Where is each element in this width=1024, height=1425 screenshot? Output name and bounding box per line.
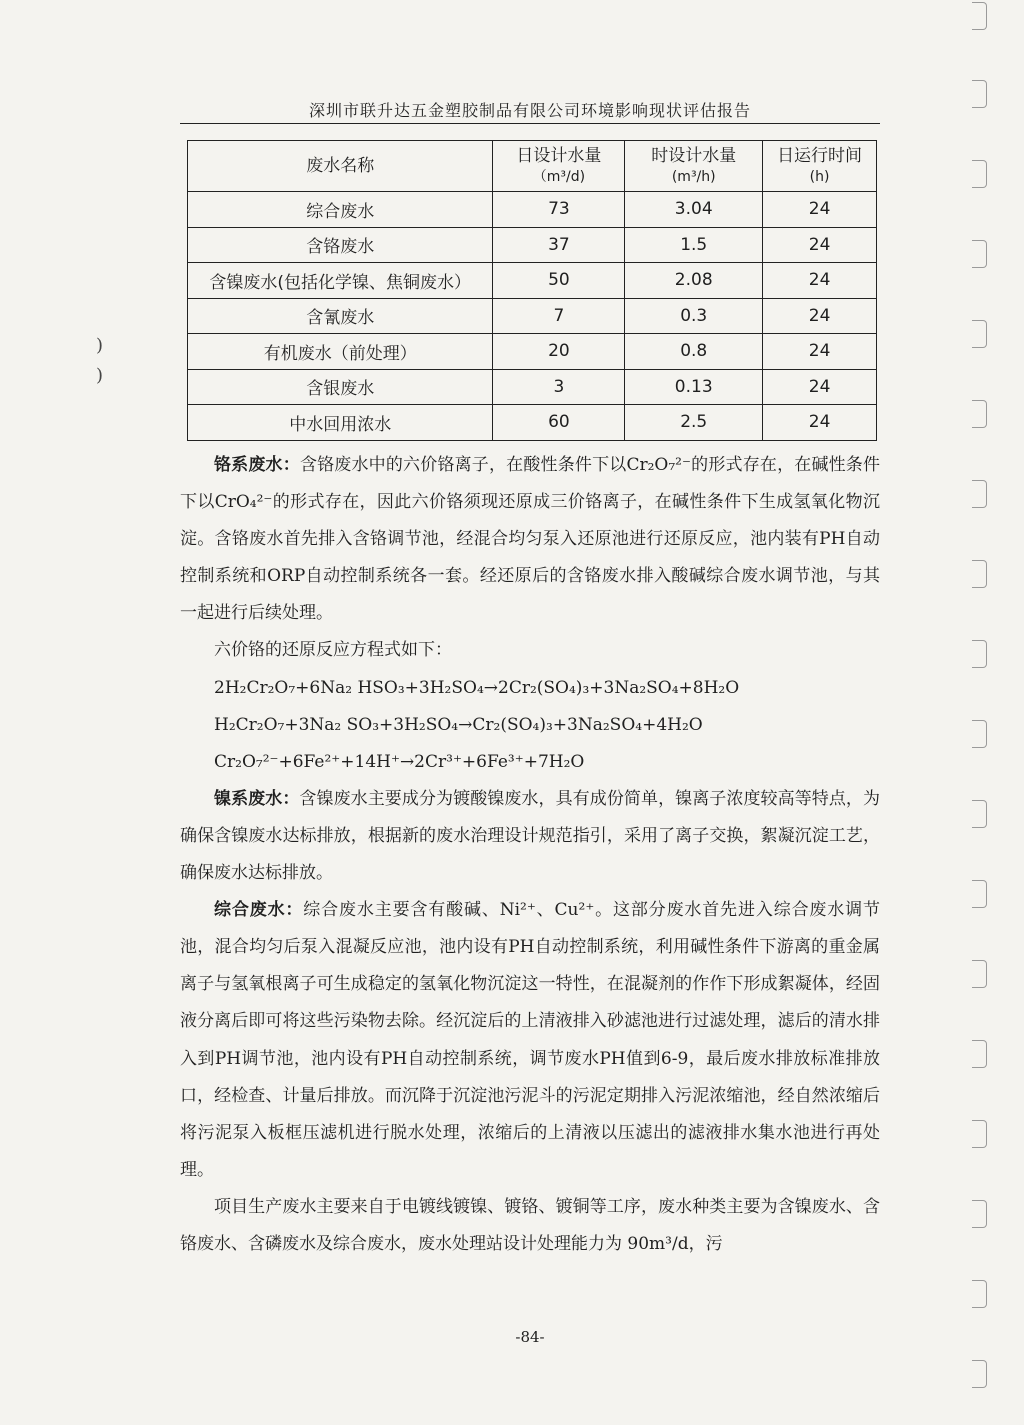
table-row xyxy=(188,263,877,299)
table-cell: 3 xyxy=(493,369,625,405)
binder-ring xyxy=(972,880,987,908)
table-cell: 3.04 xyxy=(625,192,763,228)
table-cell: 2.08 xyxy=(625,263,763,299)
table-cell: 含银废水 xyxy=(188,369,493,405)
report-header: 深圳市联升达五金塑胶制品有限公司环境影响现状评估报告 xyxy=(308,101,751,120)
equation-intro: 六价铬的还原反应方程式如下： xyxy=(214,640,452,661)
table-cell: 24 xyxy=(763,263,877,299)
table-cell: 24 xyxy=(763,192,877,228)
section-heading: 综合废水： xyxy=(214,900,304,921)
equation-line: Cr₂O₇²⁻+6Fe²⁺+14H⁺→2Cr³⁺+6Fe³⁺+7H₂O xyxy=(214,751,585,772)
table-cell: 37 xyxy=(493,227,625,263)
binder-ring xyxy=(972,800,987,828)
binder-ring xyxy=(972,960,987,988)
table-row xyxy=(188,369,877,405)
table-header-row xyxy=(188,141,877,192)
table-cell: 1.5 xyxy=(625,227,763,263)
table-row xyxy=(188,227,877,263)
table-row xyxy=(188,405,877,441)
wastewater-table xyxy=(187,140,877,441)
table-cell: 0.8 xyxy=(625,334,763,370)
table-cell: 含镍废水(包括化学镍、焦铜废水） xyxy=(188,263,493,299)
table-cell: 7 xyxy=(493,298,625,334)
binder-ring xyxy=(972,320,987,348)
binder-ring xyxy=(972,1120,987,1148)
column-header: 日设计水量 （m³/d) xyxy=(493,141,625,192)
binder-ring xyxy=(972,1200,987,1228)
table-cell: 50 xyxy=(493,263,625,299)
section-heading: 镍系废水： xyxy=(214,788,300,809)
binder-ring xyxy=(972,400,987,428)
table-cell: 73 xyxy=(493,192,625,228)
binder-ring xyxy=(972,1360,987,1388)
paragraph-text: 综合废水主要含有酸碱、Ni²⁺、Cu²⁺。这部分废水首先进入综合废水调节池，混合均匀后泵入混凝反应池，池内设有PH自动控制系统，利用碱性条件下游离的重金属离子与氢氧根离子可生成稳定的氢氧化物沉淀这一特性，在混凝剂的作作下形成絮凝体，经固液分离后即可将这些污染物去除。经沉淀后的上清液排入砂滤池进行过滤处理，滤后的清水排入到PH调节池，池内设有PH自动控制系统，调节废水PH值到6-9，最后废水排放标准排放口，经检查、计量后排放。而沉降于沉淀池污泥斗的污泥定期排入污泥浓缩池，经自然浓缩后将污泥泵入板框压滤机进行脱水处理，浓缩后的上清液以压滤出的滤液排水集水池进行再处理。 xyxy=(180,900,881,1180)
table-cell: 24 xyxy=(763,227,877,263)
table-cell: 有机废水（前处理） xyxy=(188,334,493,370)
margin-mark: ) xyxy=(96,335,104,356)
table-cell: 24 xyxy=(763,405,877,441)
binder-ring xyxy=(972,720,987,748)
paragraph-comprehensive xyxy=(180,892,880,1189)
equation-line: 2H₂Cr₂O₇+6Na₂ HSO₃+3H₂SO₄→2Cr₂(SO₄)₃+3Na₂SO₄+8H₂O xyxy=(214,677,740,698)
paragraph-chromium xyxy=(180,447,880,632)
equation-line: H₂Cr₂O₇+3Na₂ SO₃+3H₂SO₄→Cr₂(SO₄)₃+3Na₂SO₄+4H₂O xyxy=(214,714,703,735)
table-cell: 20 xyxy=(493,334,625,370)
binder-ring xyxy=(972,1040,987,1068)
binder-ring xyxy=(972,160,987,188)
binder-ring xyxy=(972,1280,987,1308)
table-row xyxy=(188,298,877,334)
paragraph-summary: 项目生产废水主要来自于电镀线镀镍、镀铬、镀铜等工序，废水种类主要为含镍废水、含铬废水、含磷废水及综合废水，废水处理站设计处理能力为 90m³/d，污 xyxy=(180,1196,880,1254)
table-cell: 含氰废水 xyxy=(188,298,493,334)
binder-ring xyxy=(972,480,987,508)
binder-ring xyxy=(972,240,987,268)
table-cell: 24 xyxy=(763,369,877,405)
page-number: -84- xyxy=(515,1328,545,1346)
paragraph-text: 含镍废水主要成分为镀酸镍废水，具有成份简单，镍离子浓度较高等特点，为确保含镍废水达标排放，根据新的废水治理设计规范指引，采用了离子交换，絮凝沉淀工艺，确保废水达标排放。 xyxy=(180,788,881,884)
column-header: 废水名称 xyxy=(188,141,493,192)
table-cell: 中水回用浓水 xyxy=(188,405,493,441)
table-cell: 24 xyxy=(763,298,877,334)
binder-ring xyxy=(972,560,987,588)
binder-ring xyxy=(972,2,987,30)
table-row xyxy=(188,334,877,370)
table-cell: 2.5 xyxy=(625,405,763,441)
table-cell: 综合废水 xyxy=(188,192,493,228)
binder-ring xyxy=(972,640,987,668)
table-cell: 60 xyxy=(493,405,625,441)
column-header: 日运行时间 (h) xyxy=(763,141,877,192)
table-cell: 0.13 xyxy=(625,369,763,405)
column-header: 时设计水量 (m³/h) xyxy=(625,141,763,192)
margin-mark: ) xyxy=(96,365,104,386)
paragraph-nickel xyxy=(180,781,880,892)
document-body xyxy=(180,447,880,1263)
paragraph-text: 含铬废水中的六价铬离子，在酸性条件下以Cr₂O₇²⁻的形式存在，在碱性条件下以CrO₄²⁻的形式存在，因此六价铬须现还原成三价铬离子，在碱性条件下生成氢氧化物沉淀。含铬废水首先排入含铬调节池，经混合均匀泵入还原池进行还原反应，池内装有PH自动控制系统和ORP自动控制系统各一套。经还原后的含铬废水排入酸碱综合废水调节池，与其一起进行后续处理。 xyxy=(180,455,880,624)
table-cell: 24 xyxy=(763,334,877,370)
binder-ring xyxy=(972,80,987,108)
table-row xyxy=(188,192,877,228)
header-rule xyxy=(180,123,880,124)
section-heading: 铬系废水： xyxy=(214,455,300,475)
table-cell: 含铬废水 xyxy=(188,227,493,263)
table-cell: 0.3 xyxy=(625,298,763,334)
